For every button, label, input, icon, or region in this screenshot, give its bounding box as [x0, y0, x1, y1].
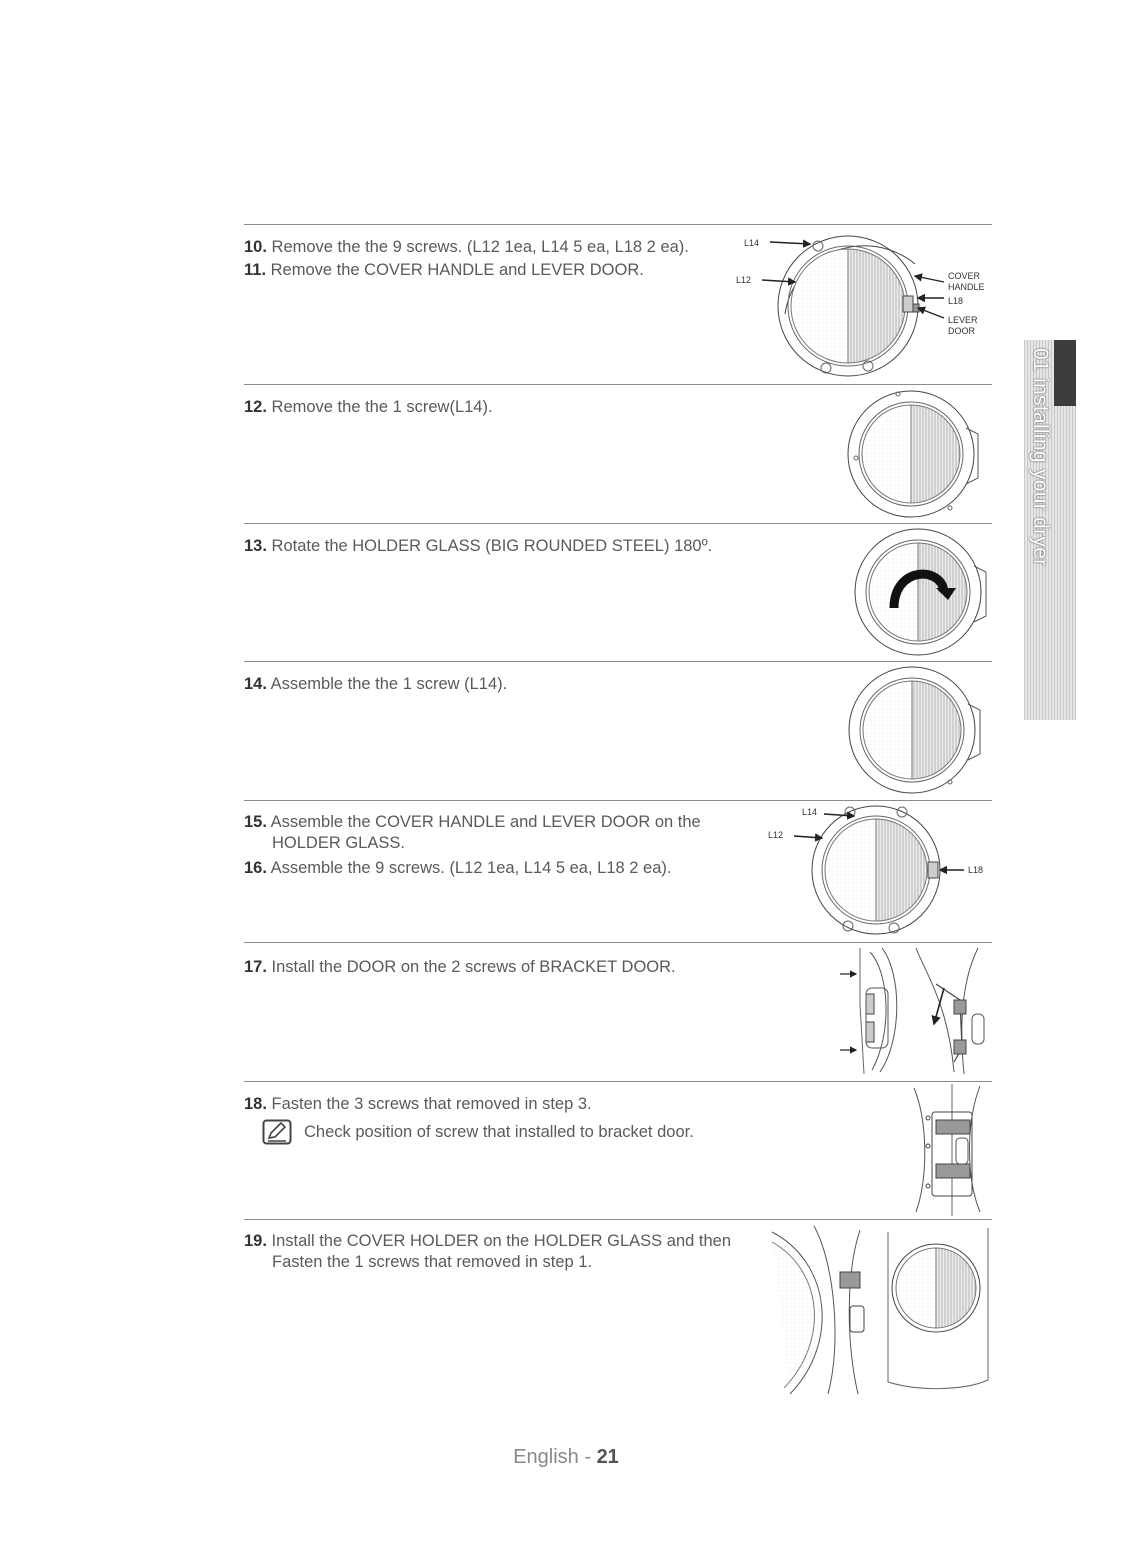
note — [262, 1119, 694, 1145]
step-12 — [244, 397, 493, 418]
label-l14: L14 — [744, 238, 760, 248]
step-16 — [244, 858, 671, 879]
bracket-screws-figure — [906, 1082, 990, 1218]
step-number: 17. — [244, 958, 267, 976]
note-text: Check position of screw that installed to bracket door. — [304, 1122, 694, 1141]
door-bracket-install-figure — [830, 944, 990, 1078]
label-l12: L12 — [736, 275, 752, 285]
step-number: 16. — [244, 859, 267, 877]
label-l18: L18 — [968, 865, 984, 875]
step-number: 14. — [244, 675, 267, 693]
step-13 — [244, 536, 712, 557]
cover-holder-install-figure — [770, 1222, 992, 1398]
label-l14: L14 — [802, 807, 818, 817]
step-number: 11. — [244, 261, 267, 279]
section-divider — [244, 523, 992, 524]
step-18 — [244, 1094, 592, 1115]
step-17 — [244, 957, 676, 978]
step-text: Remove the the 9 screws. (L12 1ea, L14 5 ea, L18 2 ea). — [271, 238, 689, 256]
cover-handle-assembly-figure — [764, 802, 994, 940]
step-number: 15. — [244, 813, 267, 831]
step-number: 12. — [244, 398, 267, 416]
note-pencil-icon — [262, 1119, 292, 1145]
section-divider — [244, 224, 992, 225]
step-text-continued: HOLDER GLASS. — [272, 834, 405, 852]
label-handle: HANDLE — [948, 282, 985, 292]
step-number: 13. — [244, 537, 267, 555]
step-text: Assemble the COVER HANDLE and LEVER DOOR on the — [270, 813, 701, 831]
label-cover: COVER — [948, 271, 981, 281]
step-text-continued: Fasten the 1 screws that removed in step 1. — [272, 1253, 593, 1271]
step-11 — [244, 260, 644, 281]
section-divider — [244, 800, 992, 801]
step-15 — [244, 812, 701, 854]
step-number: 19. — [244, 1232, 267, 1250]
step-10 — [244, 237, 689, 258]
rotate-holder-glass-figure — [844, 526, 994, 660]
side-tab-label: 01 installing your dryer — [1029, 348, 1052, 567]
step-14 — [244, 674, 507, 695]
side-tab-marker — [1054, 340, 1076, 406]
door-screw-removal-figure — [838, 388, 984, 522]
section-divider — [244, 384, 992, 385]
section-divider — [244, 661, 992, 662]
step-text: Remove the the 1 screw(L14). — [271, 398, 493, 416]
step-number: 10. — [244, 238, 267, 256]
door-removal-figure — [730, 234, 1000, 382]
door-screw-assembly-figure — [838, 664, 988, 798]
section-divider — [244, 942, 992, 943]
step-19 — [244, 1231, 731, 1273]
step-text: Rotate the HOLDER GLASS (BIG ROUNDED STEEL) 180º. — [271, 537, 713, 555]
section-divider — [244, 1219, 992, 1220]
label-door: DOOR — [948, 326, 975, 336]
step-text: Assemble the 9 screws. (L12 1ea, L14 5 ea, L18 2 ea). — [270, 859, 672, 877]
step-text: Install the DOOR on the 2 screws of BRACKET DOOR. — [271, 958, 676, 976]
step-text: Install the COVER HOLDER on the HOLDER GLASS and then — [271, 1232, 731, 1250]
step-text: Assemble the the 1 screw (L14). — [270, 675, 508, 693]
step-text: Fasten the 3 screws that removed in step 3. — [271, 1095, 592, 1113]
page-footer — [0, 1446, 1132, 1469]
chapter-side-tab — [1024, 340, 1076, 720]
label-lever: LEVER — [948, 315, 978, 325]
page-number: 21 — [596, 1446, 619, 1468]
footer-language: English - — [513, 1446, 597, 1468]
label-l18: L18 — [948, 296, 964, 306]
step-text: Remove the COVER HANDLE and LEVER DOOR. — [270, 261, 644, 279]
step-number: 18. — [244, 1095, 267, 1113]
section-divider — [244, 1081, 992, 1082]
label-l12: L12 — [768, 830, 784, 840]
